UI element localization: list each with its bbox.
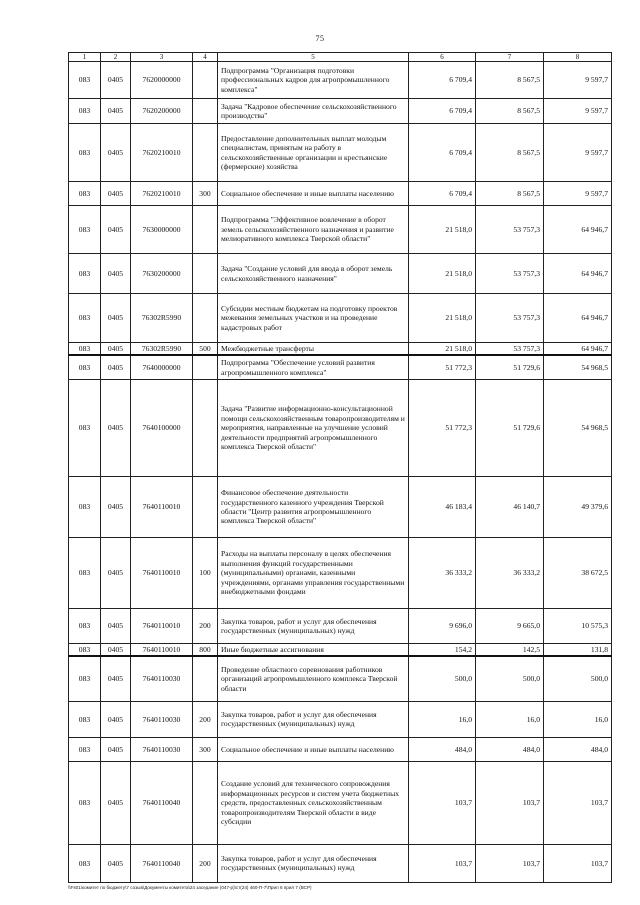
amount-year3-cell: 9 597,7 <box>544 62 612 99</box>
amount-year2-cell: 9 665,0 <box>476 608 544 643</box>
amount-year2-cell: 103,7 <box>476 844 544 882</box>
expense-kind-cell: 300 <box>193 182 218 206</box>
section-cell: 0405 <box>101 343 131 356</box>
amount-year1-cell: 154,2 <box>409 643 476 656</box>
amount-year3-cell: 38 672,5 <box>544 537 612 608</box>
ministry-cell: 083 <box>69 294 101 343</box>
amount-year3-cell: 64 946,7 <box>544 294 612 343</box>
amount-year2-cell: 142,5 <box>476 643 544 656</box>
expense-kind-cell <box>193 99 218 124</box>
target-code-cell: 7640110010 <box>131 643 193 656</box>
section-cell: 0405 <box>101 294 131 343</box>
amount-year3-cell: 9 597,7 <box>544 182 612 206</box>
target-code-cell: 7620200000 <box>131 99 193 124</box>
item-name-cell: Финансовое обеспечение деятельности государственного казенного учреждения Тверской области "Центр развития агропромышленного комплекса Тверской области" <box>218 476 409 537</box>
expense-kind-cell <box>193 656 218 701</box>
col-header-3: 3 <box>131 53 193 62</box>
ministry-cell: 083 <box>69 254 101 294</box>
expense-kind-cell <box>193 355 218 379</box>
amount-year3-cell: 54 968,5 <box>544 355 612 379</box>
table-row <box>69 761 612 844</box>
amount-year1-cell: 103,7 <box>409 844 476 882</box>
target-code-cell: 7640110040 <box>131 761 193 844</box>
expense-kind-cell: 200 <box>193 844 218 882</box>
table-row <box>69 476 612 537</box>
item-name-cell: Закупка товаров, работ и услуг для обеспечения государственных (муниципальных) нужд <box>218 844 409 882</box>
ministry-cell: 083 <box>69 62 101 99</box>
target-code-cell: 7640110010 <box>131 608 193 643</box>
amount-year2-cell: 51 729,6 <box>476 379 544 476</box>
footer-file-path: \\Fs01\комитет по бюджету\7 созыв\Документы комитета\24 заседание (047-р)\ст(24) 460-П-7\Прил 6 прил 7 (ВСР) <box>68 885 312 890</box>
amount-year2-cell: 8 567,5 <box>476 99 544 124</box>
item-name-cell: Подпрограмма "Эффективное вовлечение в оборот земель сельскохозяйственного назначения и развитие мелиоративного комплекса Тверской области" <box>218 206 409 254</box>
page-number: 75 <box>315 34 325 43</box>
amount-year1-cell: 6 709,4 <box>409 182 476 206</box>
expense-kind-cell <box>193 206 218 254</box>
expense-kind-cell <box>193 761 218 844</box>
item-name-cell: Закупка товаров, работ и услуг для обеспечения государственных (муниципальных) нужд <box>218 701 409 737</box>
ministry-cell: 083 <box>69 656 101 701</box>
col-header-2: 2 <box>101 53 131 62</box>
ministry-cell: 083 <box>69 355 101 379</box>
amount-year1-cell: 9 696,0 <box>409 608 476 643</box>
amount-year2-cell: 484,0 <box>476 737 544 761</box>
col-header-5: 5 <box>218 53 409 62</box>
table-row <box>69 701 612 737</box>
amount-year2-cell: 8 567,5 <box>476 62 544 99</box>
ministry-cell: 083 <box>69 537 101 608</box>
item-name-cell: Подпрограмма "Организация подготовки профессиональных кадров для агропромышленного комплекса" <box>218 62 409 99</box>
item-name-cell: Задача "Кадровое обеспечение сельскохозяйственного производства" <box>218 99 409 124</box>
ministry-cell: 083 <box>69 379 101 476</box>
table-row <box>69 737 612 761</box>
amount-year2-cell: 53 757,3 <box>476 343 544 356</box>
ministry-cell: 083 <box>69 343 101 356</box>
table-row <box>69 182 612 206</box>
amount-year3-cell: 10 575,3 <box>544 608 612 643</box>
amount-year1-cell: 21 518,0 <box>409 294 476 343</box>
amount-year1-cell: 36 333,2 <box>409 537 476 608</box>
col-header-7: 7 <box>476 53 544 62</box>
amount-year2-cell: 51 729,6 <box>476 355 544 379</box>
amount-year1-cell: 51 772,3 <box>409 355 476 379</box>
item-name-cell: Задача "Создание условий для ввода в оборот земель сельскохозяйственного назначения" <box>218 254 409 294</box>
item-name-cell: Иные бюджетные ассигнования <box>218 643 409 656</box>
item-name-cell: Субсидии местным бюджетам на подготовку проектов межевания земельных участков и на проведение кадастровых работ <box>218 294 409 343</box>
budget-table <box>68 52 612 883</box>
item-name-cell: Социальное обеспечение и иные выплаты населению <box>218 737 409 761</box>
amount-year3-cell: 103,7 <box>544 761 612 844</box>
section-cell: 0405 <box>101 62 131 99</box>
ministry-cell: 083 <box>69 206 101 254</box>
target-code-cell: 7630000000 <box>131 206 193 254</box>
ministry-cell: 083 <box>69 124 101 182</box>
amount-year2-cell: 36 333,2 <box>476 537 544 608</box>
table-row <box>69 343 612 356</box>
table-row <box>69 608 612 643</box>
expense-kind-cell: 200 <box>193 701 218 737</box>
target-code-cell: 7630200000 <box>131 254 193 294</box>
col-header-1: 1 <box>69 53 101 62</box>
amount-year2-cell: 53 757,3 <box>476 206 544 254</box>
target-code-cell: 7620000000 <box>131 62 193 99</box>
section-cell: 0405 <box>101 182 131 206</box>
ministry-cell: 083 <box>69 761 101 844</box>
target-code-cell: 7640110030 <box>131 656 193 701</box>
item-name-cell: Подпрограмма "Обеспечение условий развития агропромышленного комплекса" <box>218 355 409 379</box>
expense-kind-cell: 300 <box>193 737 218 761</box>
amount-year3-cell: 484,0 <box>544 737 612 761</box>
amount-year2-cell: 16,0 <box>476 701 544 737</box>
amount-year1-cell: 21 518,0 <box>409 206 476 254</box>
expense-kind-cell <box>193 254 218 294</box>
target-code-cell: 76302R5990 <box>131 294 193 343</box>
col-header-8: 8 <box>544 53 612 62</box>
table-row <box>69 537 612 608</box>
table-row <box>69 643 612 656</box>
section-cell: 0405 <box>101 99 131 124</box>
expense-kind-cell <box>193 62 218 99</box>
header-row <box>69 53 612 62</box>
table-row <box>69 379 612 476</box>
amount-year1-cell: 21 518,0 <box>409 343 476 356</box>
ministry-cell: 083 <box>69 608 101 643</box>
target-code-cell: 7640100000 <box>131 379 193 476</box>
col-header-4: 4 <box>193 53 218 62</box>
table-row <box>69 294 612 343</box>
ministry-cell: 083 <box>69 476 101 537</box>
section-cell: 0405 <box>101 761 131 844</box>
item-name-cell: Проведение областного соревнования работников организаций агропромышленного комплекса Тверской области <box>218 656 409 701</box>
amount-year1-cell: 484,0 <box>409 737 476 761</box>
amount-year3-cell: 9 597,7 <box>544 99 612 124</box>
target-code-cell: 7620210010 <box>131 124 193 182</box>
amount-year2-cell: 500,0 <box>476 656 544 701</box>
amount-year1-cell: 21 518,0 <box>409 254 476 294</box>
section-cell: 0405 <box>101 737 131 761</box>
expense-kind-cell: 500 <box>193 343 218 356</box>
section-cell: 0405 <box>101 701 131 737</box>
table-row <box>69 99 612 124</box>
item-name-cell: Закупка товаров, работ и услуг для обеспечения государственных (муниципальных) нужд <box>218 608 409 643</box>
ministry-cell: 083 <box>69 844 101 882</box>
amount-year2-cell: 103,7 <box>476 761 544 844</box>
expense-kind-cell <box>193 294 218 343</box>
expense-kind-cell: 200 <box>193 608 218 643</box>
section-cell: 0405 <box>101 643 131 656</box>
amount-year2-cell: 53 757,3 <box>476 294 544 343</box>
section-cell: 0405 <box>101 124 131 182</box>
item-name-cell: Межбюджетные трансферты <box>218 343 409 356</box>
amount-year1-cell: 16,0 <box>409 701 476 737</box>
ministry-cell: 083 <box>69 99 101 124</box>
amount-year1-cell: 46 183,4 <box>409 476 476 537</box>
amount-year3-cell: 49 379,6 <box>544 476 612 537</box>
amount-year3-cell: 500,0 <box>544 656 612 701</box>
table-row <box>69 355 612 379</box>
col-header-6: 6 <box>409 53 476 62</box>
ministry-cell: 083 <box>69 737 101 761</box>
section-cell: 0405 <box>101 254 131 294</box>
target-code-cell: 7620210010 <box>131 182 193 206</box>
amount-year1-cell: 6 709,4 <box>409 124 476 182</box>
target-code-cell: 76302R5990 <box>131 343 193 356</box>
section-cell: 0405 <box>101 608 131 643</box>
section-cell: 0405 <box>101 379 131 476</box>
section-cell: 0405 <box>101 537 131 608</box>
section-cell: 0405 <box>101 206 131 254</box>
ministry-cell: 083 <box>69 643 101 656</box>
amount-year1-cell: 500,0 <box>409 656 476 701</box>
target-code-cell: 7640110040 <box>131 844 193 882</box>
target-code-cell: 7640110030 <box>131 701 193 737</box>
expense-kind-cell <box>193 124 218 182</box>
amount-year1-cell: 6 709,4 <box>409 99 476 124</box>
amount-year1-cell: 51 772,3 <box>409 379 476 476</box>
item-name-cell: Предоставление дополнительных выплат молодым специалистам, принятым на работу в сельскохозяйственные организации и крестьянские (фермерские) хозяйства <box>218 124 409 182</box>
section-cell: 0405 <box>101 355 131 379</box>
table-row <box>69 62 612 99</box>
section-cell: 0405 <box>101 844 131 882</box>
amount-year2-cell: 53 757,3 <box>476 254 544 294</box>
amount-year3-cell: 9 597,7 <box>544 124 612 182</box>
target-code-cell: 7640110030 <box>131 737 193 761</box>
amount-year1-cell: 103,7 <box>409 761 476 844</box>
item-name-cell: Социальное обеспечение и иные выплаты населению <box>218 182 409 206</box>
amount-year3-cell: 16,0 <box>544 701 612 737</box>
amount-year3-cell: 64 946,7 <box>544 254 612 294</box>
amount-year3-cell: 54 968,5 <box>544 379 612 476</box>
table-row <box>69 844 612 882</box>
expense-kind-cell <box>193 476 218 537</box>
item-name-cell: Создание условий для технического сопровождения информационных ресурсов и систем учета бюджетных средств, предоставленных сельскохозяйственным товаропроизводителям Тверской области в виде субсидии <box>218 761 409 844</box>
amount-year2-cell: 8 567,5 <box>476 124 544 182</box>
amount-year3-cell: 103,7 <box>544 844 612 882</box>
table-row <box>69 206 612 254</box>
amount-year3-cell: 64 946,7 <box>544 343 612 356</box>
target-code-cell: 7640110010 <box>131 537 193 608</box>
amount-year2-cell: 8 567,5 <box>476 182 544 206</box>
expense-kind-cell: 100 <box>193 537 218 608</box>
section-cell: 0405 <box>101 656 131 701</box>
ministry-cell: 083 <box>69 182 101 206</box>
table-row <box>69 124 612 182</box>
item-name-cell: Расходы на выплаты персоналу в целях обеспечения выполнения функций государственными (муниципальными) органами, казенными учреждениями, органами управления государственными внебюджетными фондами <box>218 537 409 608</box>
expense-kind-cell <box>193 379 218 476</box>
target-code-cell: 7640110010 <box>131 476 193 537</box>
amount-year3-cell: 64 946,7 <box>544 206 612 254</box>
amount-year3-cell: 131,8 <box>544 643 612 656</box>
section-cell: 0405 <box>101 476 131 537</box>
item-name-cell: Задача "Развитие информационно-консультационной помощи сельскохозяйственным товаропроизводителям и мероприятия, направленные на улучшение условий деятельности предприятий агропромышленного комплекса Тверской области" <box>218 379 409 476</box>
table-row <box>69 254 612 294</box>
target-code-cell: 7640000000 <box>131 355 193 379</box>
amount-year2-cell: 46 140,7 <box>476 476 544 537</box>
amount-year1-cell: 6 709,4 <box>409 62 476 99</box>
expense-kind-cell: 800 <box>193 643 218 656</box>
ministry-cell: 083 <box>69 701 101 737</box>
table-row <box>69 656 612 701</box>
